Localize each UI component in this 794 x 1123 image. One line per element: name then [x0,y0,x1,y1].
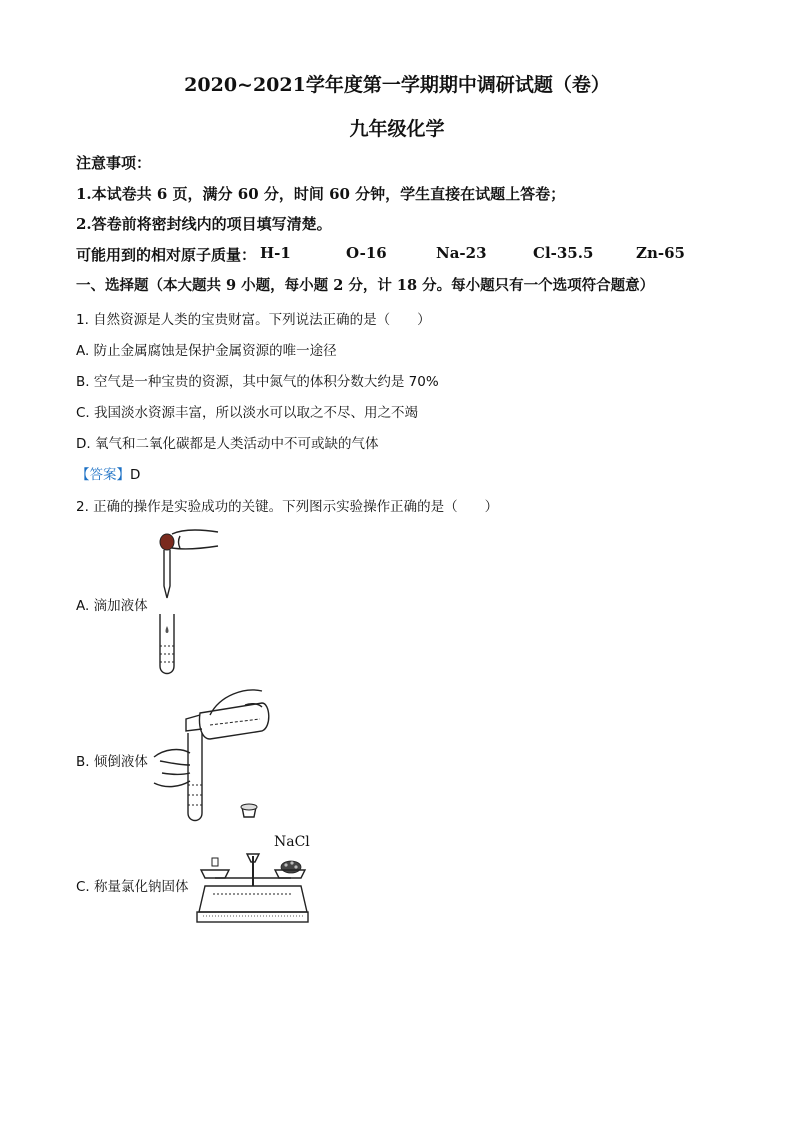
q1-option-b: B. 空气是一种宝贵的资源，其中氮气的体积分数大约是 70% [76,374,439,390]
q2-stem: 2. 正确的操作是实验成功的关键。下列图示实验操作正确的是（ ） [76,499,499,515]
answer-value: D [130,467,141,483]
exam-title: 2020~2021学年度第一学期期中调研试题（卷） [184,74,610,96]
atomic-mass-h: H-1 [260,244,291,262]
notes-item-2: 2.答卷前将密封线内的项目填写清楚。 [76,215,332,233]
balance-illustration [195,850,310,928]
q1-stem: 1. 自然资源是人类的宝贵财富。下列说法正确的是（ ） [76,312,431,328]
q2-option-a: A. 滴加液体 [76,598,148,614]
nacl-label: NaCl [274,834,310,850]
atomic-mass-cl: Cl-35.5 [533,244,594,262]
answer-tag: 【答案】 [76,467,130,483]
atomic-mass-zn: Zn-65 [636,244,685,262]
atomic-mass-na: Na-23 [436,244,487,262]
section-1-heading: 一、选择题（本大题共 9 小题，每小题 2 分，计 18 分。每小题只有一个选项符合题意） [76,277,655,294]
exam-subtitle: 九年级化学 [349,118,445,140]
q2-option-c: C. 称量氯化钠固体 [76,879,189,895]
q1-option-d: D. 氧气和二氧化碳都是人类活动中不可或缺的气体 [76,436,379,452]
notes-heading: 注意事项： [76,154,152,172]
q1-option-c: C. 我国淡水资源丰富，所以淡水可以取之不尽、用之不竭 [76,405,419,421]
q2-option-b: B. 倾倒液体 [76,754,148,770]
notes-item-1: 1.本试卷共 6 页，满分 60 分，时间 60 分钟，学生直接在试题上答卷； [76,185,566,203]
dropper-illustration [150,526,220,678]
atomic-mass-label: 可能用到的相对原子质量： [76,246,257,264]
q1-answer [76,463,140,483]
atomic-mass-o: O-16 [346,244,387,262]
pouring-illustration [150,685,275,825]
q1-option-a: A. 防止金属腐蚀是保护金属资源的唯一途径 [76,343,337,359]
